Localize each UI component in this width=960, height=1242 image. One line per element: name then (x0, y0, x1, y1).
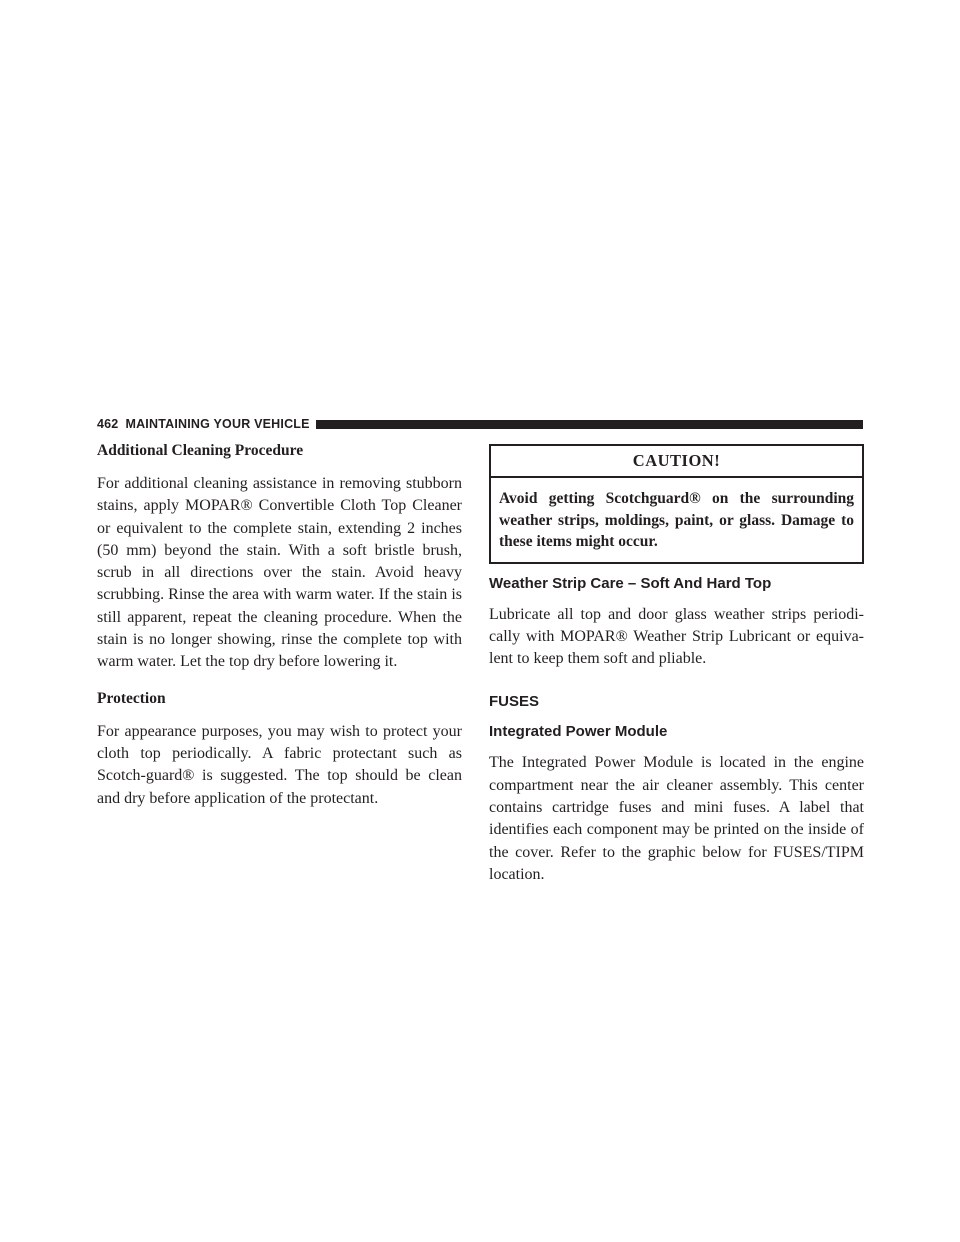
left-column (97, 441, 462, 825)
caution-box (489, 444, 864, 564)
protection-body: For appearance purposes, you may wish to protect your cloth top periodically. A fabric protectant such as Scotch-guard® is suggested. The top should be clean and dry before application of the protectant. (97, 722, 462, 807)
caution-text: Avoid getting Scotchguard® on the surrounding weather strips, moldings, paint, or glass. Damage to these items might occur. (499, 490, 854, 550)
integrated-power-module-heading: Integrated Power Module (489, 723, 668, 741)
additional-cleaning-body: For additional cleaning assistance in removing stubborn stains, apply MOPAR® Convertible Cloth Top Cleaner or equivalent to the complete stain, extending 2 inches (50 mm) beyond the stain. With a soft bristle brush, scrub in all directions over the stain. Avoid heavy scrubbing. Rinse the area with warm water. If the stain is still apparent, repeat the cleaning procedure. When the stain is no longer showing, rinse the complete top with warm water. Let the top dry before lowering it. (97, 475, 462, 671)
additional-cleaning-heading: Additional Cleaning Procedure (97, 442, 304, 459)
header-rule (316, 420, 863, 429)
page-header (97, 415, 863, 433)
caution-title: CAUTION! (491, 446, 862, 478)
weather-strip-heading: Weather Strip Care – Soft And Hard Top (489, 574, 772, 592)
integrated-power-module-body: The Integrated Power Module is located in the engine compartment near the air cleaner assembly. This center contains cartridge fuses and mini fuses. A label that identifies each component may be printed on the inside of the cover. Refer to the graphic below for FUSES/TIPM location. (489, 754, 864, 883)
section-title: MAINTAINING YOUR VEHICLE (125, 417, 310, 431)
protection-heading: Protection (97, 689, 166, 707)
page-number: 462 (97, 417, 119, 431)
fuses-heading: FUSES (489, 693, 540, 711)
weather-strip-body: Lubricate all top and door glass weather strips periodi-cally with MOPAR® Weather Strip Lubricant or equiva-lent to keep them soft and pliable. (489, 605, 864, 668)
right-column (489, 441, 864, 901)
